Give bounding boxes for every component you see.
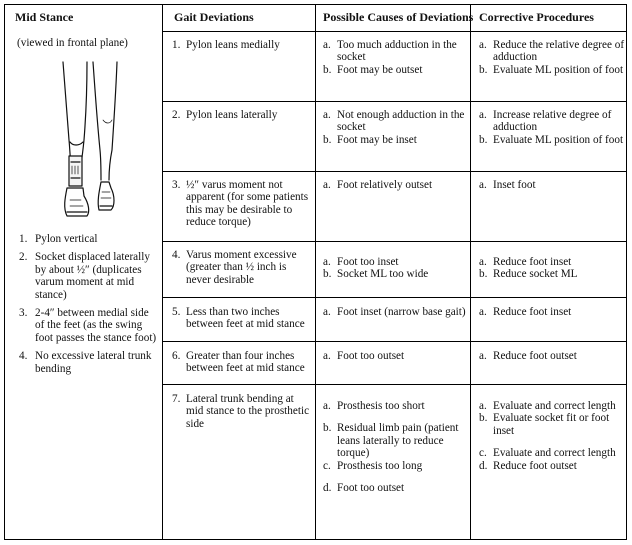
list-item (323, 400, 466, 412)
item-text: Greater than four inches between feet at mid stance (186, 350, 305, 375)
item-label: b. (479, 412, 488, 425)
list-item (323, 460, 466, 472)
item-label: d. (323, 482, 332, 495)
item-label: a. (479, 400, 487, 412)
item-text: Reduce the relative degree of adduction (493, 39, 625, 64)
item-label: a. (479, 109, 487, 121)
item-label: a. (479, 179, 487, 191)
item-label: a. (323, 256, 331, 268)
list-item (479, 39, 625, 64)
row-divider (162, 341, 626, 342)
column-divider (162, 5, 163, 539)
list-item (323, 268, 466, 280)
corrections-cell (479, 39, 625, 76)
item-label: a. (323, 350, 331, 362)
item-label: b. (323, 422, 332, 435)
deviation-cell (172, 249, 310, 286)
item-label: 3. (172, 179, 181, 191)
corrections-cell (479, 109, 625, 146)
list-item (19, 233, 159, 245)
list-item (323, 482, 466, 494)
item-label: b. (479, 133, 488, 146)
item-label: 2. (19, 251, 28, 264)
item-text: Foot too outset (337, 482, 405, 495)
item-text: Prosthesis too long (337, 459, 423, 472)
causes-cell (323, 350, 466, 362)
deviation-cell (172, 39, 310, 51)
item-label: a. (323, 306, 331, 318)
item-label: d. (479, 459, 488, 472)
table-frame (4, 4, 627, 540)
list-item (323, 179, 466, 191)
item-label: 4. (172, 249, 181, 261)
item-text: Too much adduction in the socket (337, 39, 457, 64)
item-label: 6. (172, 350, 181, 362)
row-divider (162, 171, 626, 172)
list-item (479, 109, 625, 134)
item-label: 1. (19, 233, 28, 245)
item-text: Pylon leans laterally (186, 109, 278, 121)
item-label: a. (479, 256, 487, 268)
item-label: a. (323, 400, 331, 412)
header-possible-causes: Possible Causes of Deviations (323, 10, 474, 24)
row-divider (162, 241, 626, 242)
corrections-cell (479, 400, 625, 472)
causes-cell (323, 179, 466, 191)
panel-title: Mid Stance (15, 10, 74, 24)
item-label: b. (323, 268, 332, 281)
item-text: ½″ varus moment not apparent (for some patients this may be desirable to reduce torque) (186, 179, 309, 229)
column-divider (315, 5, 316, 539)
item-label: a. (323, 109, 331, 121)
corrections-cell (479, 350, 625, 362)
deviation-cell (172, 306, 310, 331)
list-item (323, 306, 466, 318)
item-text: Evaluate socket fit or foot inset (493, 412, 610, 437)
list-item (323, 134, 466, 146)
item-text: Foot inset (narrow base gait) (337, 306, 466, 318)
item-text: Inset foot (493, 179, 536, 191)
mid-stance-notes (19, 233, 159, 375)
list-item (19, 350, 159, 375)
item-label: a. (323, 39, 331, 51)
item-text: Pylon leans medially (186, 39, 280, 51)
item-text: 2-4″ between medial side of the feet (as the swing foot passes the stance foot) (35, 307, 157, 344)
item-label: 4. (19, 350, 28, 363)
prosthetic-leg-walking-figure-icon (53, 60, 125, 230)
item-text: Evaluate ML position of foot (493, 133, 624, 146)
item-text: Reduce socket ML (493, 268, 578, 281)
list-item (479, 134, 625, 146)
row-divider (162, 297, 626, 298)
item-text: Reduce foot inset (493, 256, 572, 268)
list-item (479, 179, 625, 191)
list-item (19, 307, 159, 344)
item-text: Varus moment excessive (greater than ½ inch is never desirable (186, 249, 297, 286)
item-text: Socket displaced laterally by about ½″ (duplicates varum moment at mid stance) (35, 251, 150, 301)
item-text: Evaluate ML position of foot (493, 63, 624, 76)
list-item (172, 306, 310, 331)
deviation-cell (172, 393, 310, 430)
deviation-cell (172, 179, 310, 229)
item-label: b. (479, 63, 488, 76)
item-label: b. (479, 268, 488, 281)
panel-subtitle: (viewed in frontal plane) (17, 37, 128, 49)
item-text: Prosthesis too short (337, 400, 425, 412)
deviation-cell (172, 350, 310, 375)
deviation-cell (172, 109, 310, 121)
item-text: Residual limb pain (patient leans laterally to reduce torque) (337, 422, 459, 460)
item-text: Reduce foot outset (493, 459, 577, 472)
item-label: b. (323, 133, 332, 146)
list-item (323, 64, 466, 76)
corrections-cell (479, 256, 625, 281)
corrections-cell (479, 306, 625, 318)
list-item (479, 64, 625, 76)
list-item (479, 400, 625, 412)
item-text: Evaluate and correct length (493, 447, 616, 460)
list-item (479, 268, 625, 280)
list-item (323, 39, 466, 64)
item-text: Foot may be outset (337, 63, 423, 76)
item-text: Reduce foot inset (493, 306, 572, 318)
item-label: b. (323, 63, 332, 76)
list-item (479, 460, 625, 472)
causes-cell (323, 306, 466, 318)
item-label: c. (479, 447, 487, 460)
list-item (479, 350, 625, 362)
list-item (172, 179, 310, 229)
item-text: Socket ML too wide (337, 268, 429, 281)
item-label: a. (479, 306, 487, 318)
list-item (172, 350, 310, 375)
row-divider (162, 101, 626, 102)
header-gait-deviations: Gait Deviations (174, 10, 254, 24)
row-divider (162, 384, 626, 385)
list-item (19, 251, 159, 301)
item-label: c. (323, 459, 331, 472)
column-divider (470, 5, 471, 539)
item-text: Not enough adduction in the socket (337, 109, 465, 134)
list-item (479, 256, 625, 268)
item-text: Lateral trunk bending at mid stance to the prosthetic side (186, 393, 310, 430)
item-label: 2. (172, 109, 181, 121)
item-label: 5. (172, 306, 181, 318)
list-item (172, 249, 310, 286)
item-text: Less than two inches between feet at mid stance (186, 306, 305, 331)
item-label: a. (479, 350, 487, 362)
header-divider (162, 31, 626, 32)
list-item (479, 447, 625, 459)
item-label: a. (479, 39, 487, 51)
item-label: 3. (19, 307, 28, 320)
item-text: Evaluate and correct length (493, 400, 616, 412)
causes-cell (323, 39, 466, 76)
causes-cell (323, 400, 466, 494)
item-text: Foot too outset (337, 350, 405, 362)
item-text: Foot relatively outset (337, 179, 433, 191)
list-item (479, 306, 625, 318)
list-item (323, 350, 466, 362)
corrections-cell (479, 179, 625, 191)
item-text: Foot may be inset (337, 133, 417, 146)
item-label: 7. (172, 393, 181, 405)
causes-cell (323, 256, 466, 281)
list-item (172, 39, 310, 51)
list-item (172, 393, 310, 430)
item-text: Increase relative degree of adduction (493, 109, 612, 134)
item-text: Foot too inset (337, 256, 399, 268)
item-text: Reduce foot outset (493, 350, 577, 362)
list-item (172, 109, 310, 121)
item-text: No excessive lateral trunk bending (35, 350, 152, 375)
causes-cell (323, 109, 466, 146)
item-label: a. (323, 179, 331, 191)
list-item (323, 256, 466, 268)
list-item (479, 412, 625, 437)
list-item (323, 422, 466, 459)
item-label: 1. (172, 39, 181, 51)
item-text: Pylon vertical (35, 233, 98, 245)
header-corrective-procedures: Corrective Procedures (479, 10, 594, 24)
list-item (323, 109, 466, 134)
